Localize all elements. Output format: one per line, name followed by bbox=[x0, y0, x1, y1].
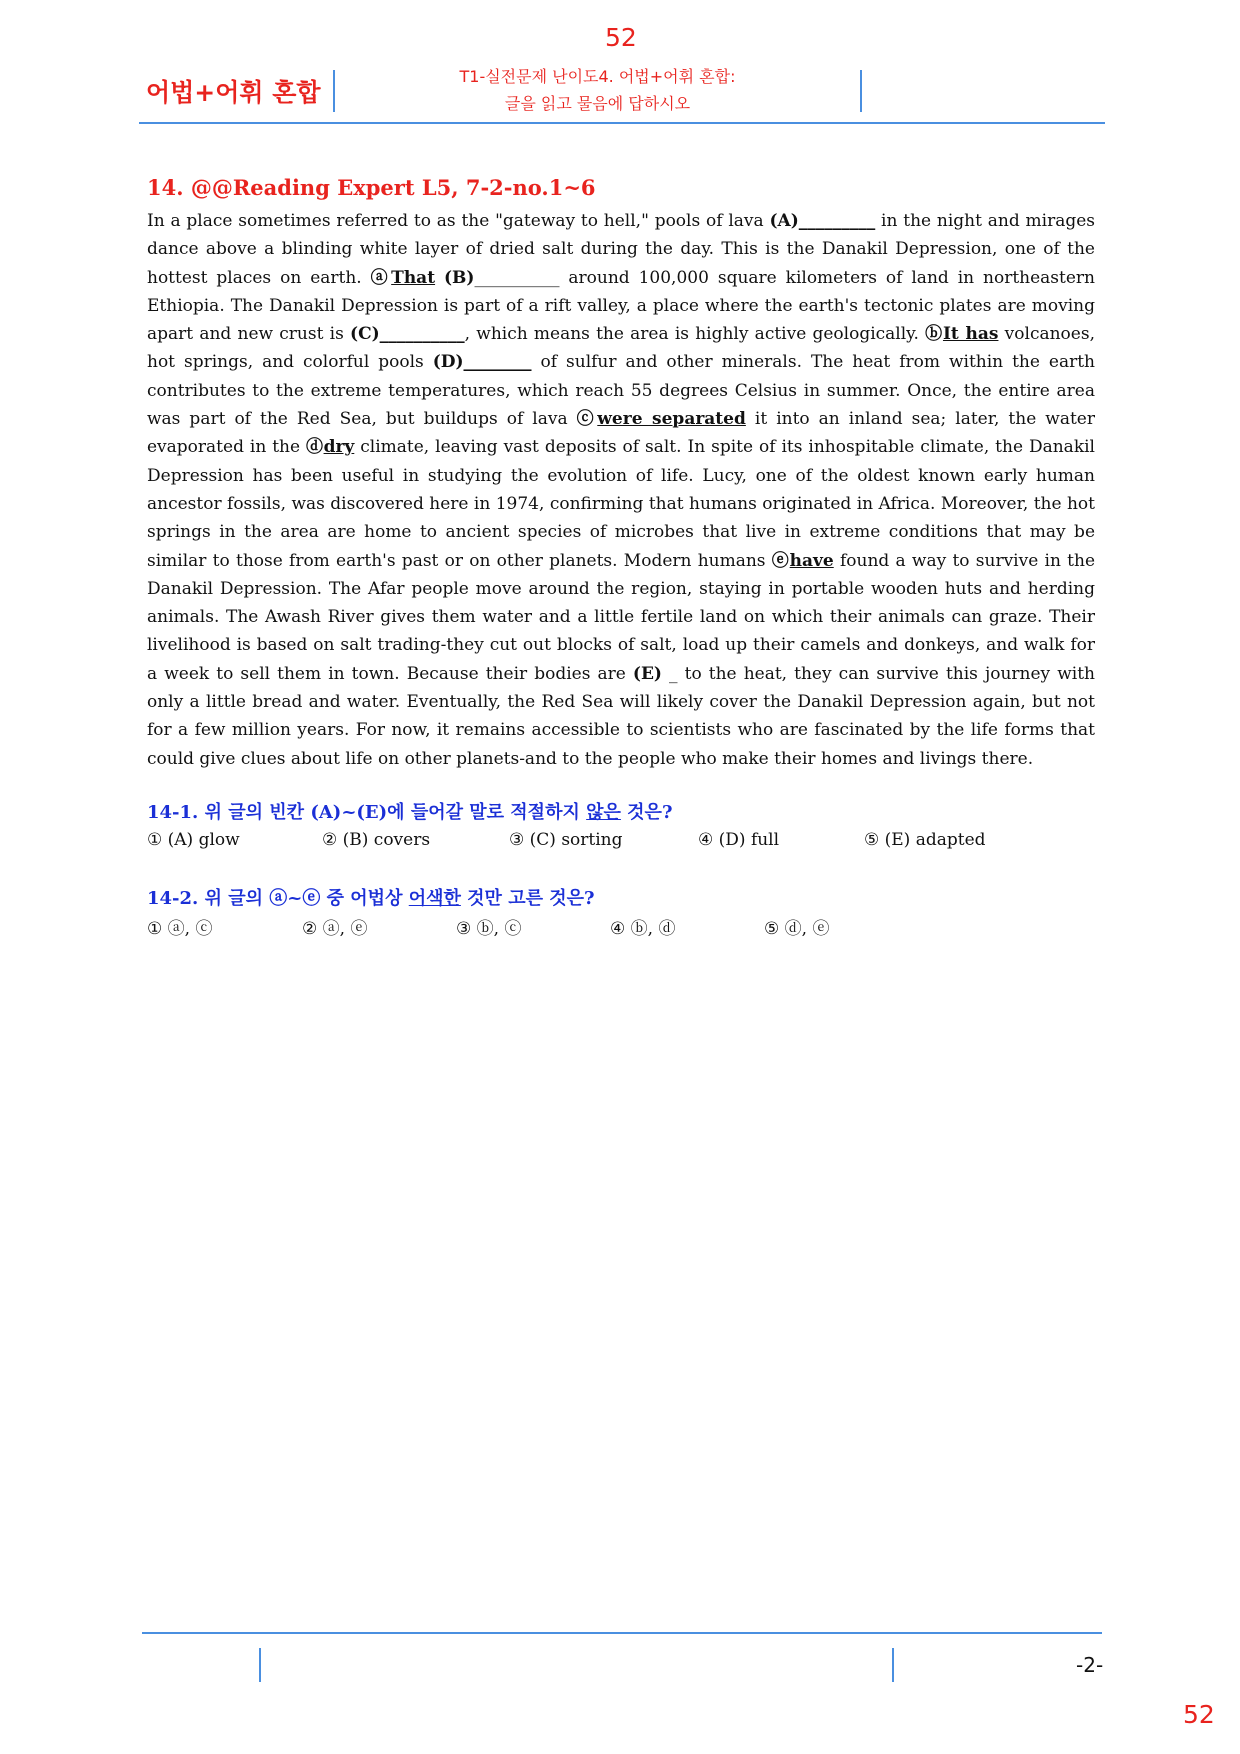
blank-b: (B) bbox=[444, 267, 475, 288]
answer-option-1[interactable]: ① (A) glow bbox=[147, 830, 240, 850]
question-text: 중 어법상 bbox=[320, 888, 409, 909]
answer-option-4[interactable]: ④ (D) full bbox=[698, 830, 780, 850]
blank-a: (A)_________ bbox=[769, 211, 876, 231]
passage-text: in the night and mirages dance above a blinding white layer of dried salt during the day. This is the Danakil Depression, one of the hottest places on earth. bbox=[147, 211, 1095, 288]
question-number: 14-1. bbox=[147, 802, 199, 823]
footer-divider-left bbox=[259, 1648, 261, 1682]
blank-d: (D)________ bbox=[432, 352, 532, 373]
header-divider-right bbox=[860, 70, 862, 112]
blank-e: (E) bbox=[632, 663, 662, 684]
header-divider-left bbox=[333, 70, 335, 112]
answer-option-2[interactable]: ② ⓐ, ⓔ bbox=[302, 919, 368, 939]
passage-text: found a way to survive in the Danakil Depression. The Afar people move around the region, staying in portable wooden huts and herding animals. The Awash River gives them water and a little fertile land on which their animals can graze. Their livelihood is based on salt trading-they cut out blocks of salt, load up their camels and donkeys, and walk for a week to sell them in town. Because their bodies are bbox=[147, 550, 1096, 684]
marker-a-circle: ⓐ bbox=[370, 267, 392, 288]
question-emphasis: 어색한 bbox=[408, 888, 461, 909]
marker-a-word: That bbox=[391, 267, 436, 288]
question-14-1 bbox=[147, 798, 673, 824]
header-subtitle-line2: 글을 읽고 물음에 답하시오 bbox=[504, 94, 691, 113]
header-subtitle-line1: T1-실전문제 난이도4. 어법+어휘 혼합: bbox=[459, 67, 736, 86]
question-text: 것만 고른 것은 bbox=[460, 888, 585, 909]
answer-options-14-1 bbox=[147, 830, 1097, 856]
header-subtitle bbox=[345, 63, 850, 117]
reading-passage bbox=[147, 207, 1095, 773]
passage-text: In a place sometimes referred to as the "gateway to hell," pools of lava bbox=[147, 211, 770, 231]
question-text: 에 들어갈 말로 적절하지 bbox=[387, 802, 587, 823]
question-mark: ? bbox=[584, 888, 595, 909]
marker-c-circle: ⓒ bbox=[576, 409, 598, 430]
answer-option-2[interactable]: ② (B) covers bbox=[322, 830, 431, 850]
question-text: 위 글의 빈칸 bbox=[198, 802, 311, 823]
page-number-bottom: 52 bbox=[1183, 1700, 1215, 1729]
answer-option-4[interactable]: ④ ⓑ, ⓓ bbox=[610, 919, 676, 939]
answer-option-5[interactable]: ⑤ (E) adapted bbox=[864, 830, 986, 850]
header-rule bbox=[139, 122, 1105, 124]
passage-text bbox=[435, 268, 444, 288]
question-emphasis: 않은 bbox=[586, 802, 621, 823]
marker-d-circle: ⓓ bbox=[306, 437, 324, 458]
footer-rule bbox=[142, 1632, 1102, 1634]
question-mark: ? bbox=[661, 802, 673, 823]
marker-e-word: have bbox=[789, 550, 834, 571]
question-range: (A)~(E) bbox=[310, 802, 388, 823]
question-text: 것은 bbox=[620, 802, 662, 823]
question-text: 위 글의 bbox=[198, 888, 270, 909]
blank-b-line: __________ bbox=[474, 267, 560, 288]
section-title: 어법+어휘 혼합 bbox=[146, 78, 321, 107]
passage-text: climate, leaving vast deposits of salt. In spite of its inhospitable climate, the Danakil Depression has been useful in studying the evolution of life. Lucy, one of the oldest known early human ancestor fossils, was discovered here in 1974, confirming that humans originated in Africa. Moreover, the hot springs in the area are home to ancient species of microbes that live in extreme conditions that may be similar to those from earth's past or on other planets. Modern humans bbox=[147, 437, 1095, 571]
footer-page-marker: -2- bbox=[1076, 1653, 1104, 1677]
passage-text: , which means the area is highly active geologically. bbox=[464, 324, 926, 345]
question-14-2 bbox=[147, 884, 595, 910]
question-range: ⓐ~ⓔ bbox=[269, 888, 321, 909]
passage-text: volcanoes, hot springs, and colorful pools bbox=[147, 324, 1095, 373]
answer-options-14-2 bbox=[147, 914, 1097, 940]
blank-c: (C)__________ bbox=[350, 324, 465, 345]
passage-text: it into an inland sea; later, the water evaporated in the bbox=[147, 409, 1095, 458]
answer-option-1[interactable]: ① ⓐ, ⓒ bbox=[147, 919, 213, 939]
page-number-top: 52 bbox=[605, 23, 637, 52]
answer-option-3[interactable]: ③ ⓑ, ⓒ bbox=[456, 919, 522, 939]
marker-b-word: It has bbox=[942, 324, 999, 345]
answer-option-5[interactable]: ⑤ ⓓ, ⓔ bbox=[764, 919, 830, 939]
passage-text: of sulfur and other minerals. The heat from within the earth contributes to the extreme temperatures, which reach 55 degrees Celsius in summer. Once, the entire area was part of the Red Sea, but buildups of lava bbox=[147, 352, 1096, 430]
answer-option-3[interactable]: ③ (C) sorting bbox=[509, 830, 623, 850]
marker-e-circle: ⓔ bbox=[771, 550, 790, 571]
passage-text: _ to the heat, they can survive this journey with only a little bread and water. Eventually, the Red Sea will likely cover the Danakil Depression again, but not for a few million years. For now, it remains accessible to scientists who are fascinated by the life forms that could give clues about life on other planets-and to the people who make their homes and livings there. bbox=[147, 663, 1096, 769]
question-title: 14. @@Reading Expert L5, 7-2-no.1~6 bbox=[147, 175, 596, 200]
marker-d-word: dry bbox=[323, 437, 355, 458]
marker-c-word: were separated bbox=[597, 409, 746, 430]
footer-divider-right bbox=[892, 1648, 894, 1682]
question-number: 14-2. bbox=[147, 888, 199, 909]
passage-text: around 100,000 square kilometers of land in northeastern Ethiopia. The Danakil Depression is part of a rift valley, a place where the earth's tectonic plates are moving apart and new crust is bbox=[147, 267, 1096, 345]
marker-b-circle: ⓑ bbox=[925, 324, 943, 345]
